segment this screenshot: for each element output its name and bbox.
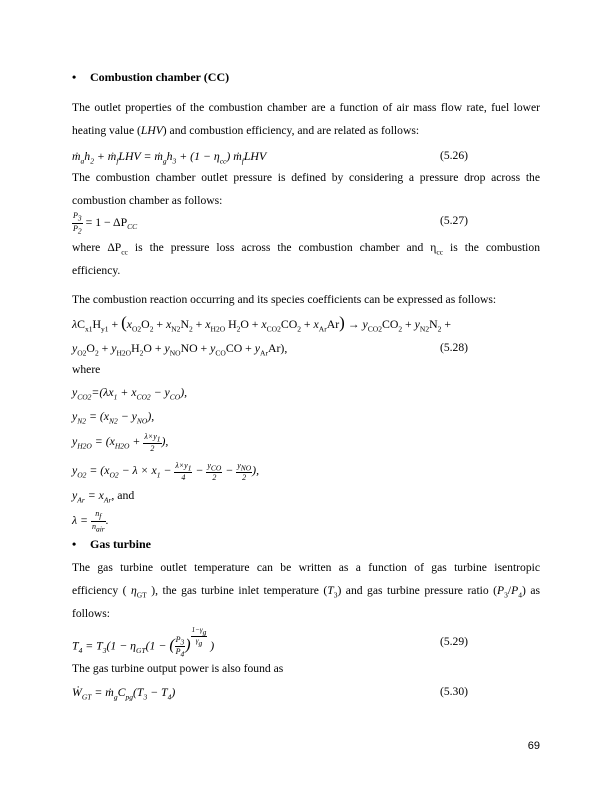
equation-y-o2: $y_{O2} = (x_{O2} - \lambda \times x_1$ − $\frac{\lambda\times y_1}{4}$ − $\frac{y_{CO}}{2}$ − $\frac{y_{NO}}{2}$ ), [72, 460, 260, 483]
page-number: 69 [527, 740, 540, 752]
paragraph-line: combustion chamber as follows: [72, 194, 223, 207]
equation-5-26: $ṁ_ah_2$ + ṁ$_f$LHV = $ṁ_gh_3 + (1 - \eta_{cc})$ ṁ$_f$LHV (5.26) [72, 146, 540, 171]
equation-y-n2: $y_{N2} = (x_{N2} - y_{NO})$, [72, 409, 155, 426]
where-label: where [72, 363, 101, 376]
equation-number: (5.30) [439, 685, 468, 698]
equation-5-28-line-2: $y_{O2}O_2 + y_{H2O}H_2O + y_{NO}NO + y_{CO}CO + y_{Ar}Ar$), (5.28) [72, 338, 540, 363]
fraction-p3-p2: $\frac{P_3}{P_2}$ [73, 211, 82, 236]
equation-5-30: Ẇ$_{GT}$ = $ṁ_gC_{pg}(T_3 - T_4)$ (5.30) [72, 682, 540, 707]
equation-y-h2o: $y_{H2O} = (x_{H2O}$ + $\frac{\lambda\times y_1}{2}$ ), [72, 431, 169, 454]
paragraph-line: follows: [72, 607, 111, 620]
paragraph-line: The combustion chamber outlet pressure is defined by considering a pressure drop across the [72, 171, 540, 184]
equation-number: (5.27) [439, 214, 468, 227]
paragraph-line: where $\Delta P_{cc}$ is the pressure loss across the combustion chamber and $\eta_{cc}$ is the combustion [72, 241, 540, 257]
equation-y-co2: $y_{CO2}=(\lambda x_1 + x_{CO2} - y_{CO})$, [72, 385, 188, 402]
paragraph-line: heating value (LHV) and combustion efficiency, and are related as follows: [72, 124, 420, 137]
section-heading-gas-turbine [72, 537, 151, 552]
equation-number: (5.26) [439, 149, 468, 162]
equation-number: (5.29) [439, 635, 468, 648]
paragraph-line: efficiency ( $\eta_{GT}$ ), the gas turbine inlet temperature $(T_3)$ and gas turbine pressure ratio $(P_3/P_4)$ as [72, 584, 540, 600]
paragraph-line: The gas turbine output power is also found as [72, 662, 284, 675]
paragraph-line: The combustion reaction occurring and its species coefficients can be expressed as follows: [72, 293, 497, 306]
heading-text: Gas turbine [90, 537, 152, 551]
equation-5-28-line-1: $\lambda C_{x1}H_{y1} + (x_{O2}O_2 + x_{N2}N_2 + x_{H2O}$ $H_2O + x_{CO2}CO_2 + x_{Ar}Ar) \to y_{CO2}CO_2 + y_{N2}N_2$ + [72, 313, 451, 334]
section-heading-combustion-chamber [72, 70, 229, 85]
bullet-icon: • [72, 537, 77, 551]
heading-text: Combustion chamber (CC) [90, 70, 230, 84]
equation-y-ar: $y_{Ar} = x_{Ar}$, and [72, 488, 135, 505]
equation-5-27: $\frac{P_3}{P_2}$ = $1 - \Delta P_{CC}$ (5.27) [73, 211, 468, 236]
paragraph-line: The gas turbine outlet temperature can be written as a function of gas turbine isentropic [72, 561, 540, 574]
equation-number: (5.28) [439, 341, 468, 354]
equation-lambda: λ = $\frac{n_f}{n_{air}}$ . [72, 509, 109, 534]
bullet-icon: • [72, 70, 77, 84]
paragraph-line: The outlet properties of the combustion chamber are a function of air mass flow rate, fuel lower [72, 101, 540, 114]
equation-5-29: $T_4 = T_3(1 - \eta_{GT}(1$ − ( $\frac{P_3}{P_4}$ ) $^{\frac{1-\gamma_g}{\gamma_g}}$ ) (5.29) [72, 626, 468, 659]
paragraph-line: efficiency. [72, 264, 121, 277]
